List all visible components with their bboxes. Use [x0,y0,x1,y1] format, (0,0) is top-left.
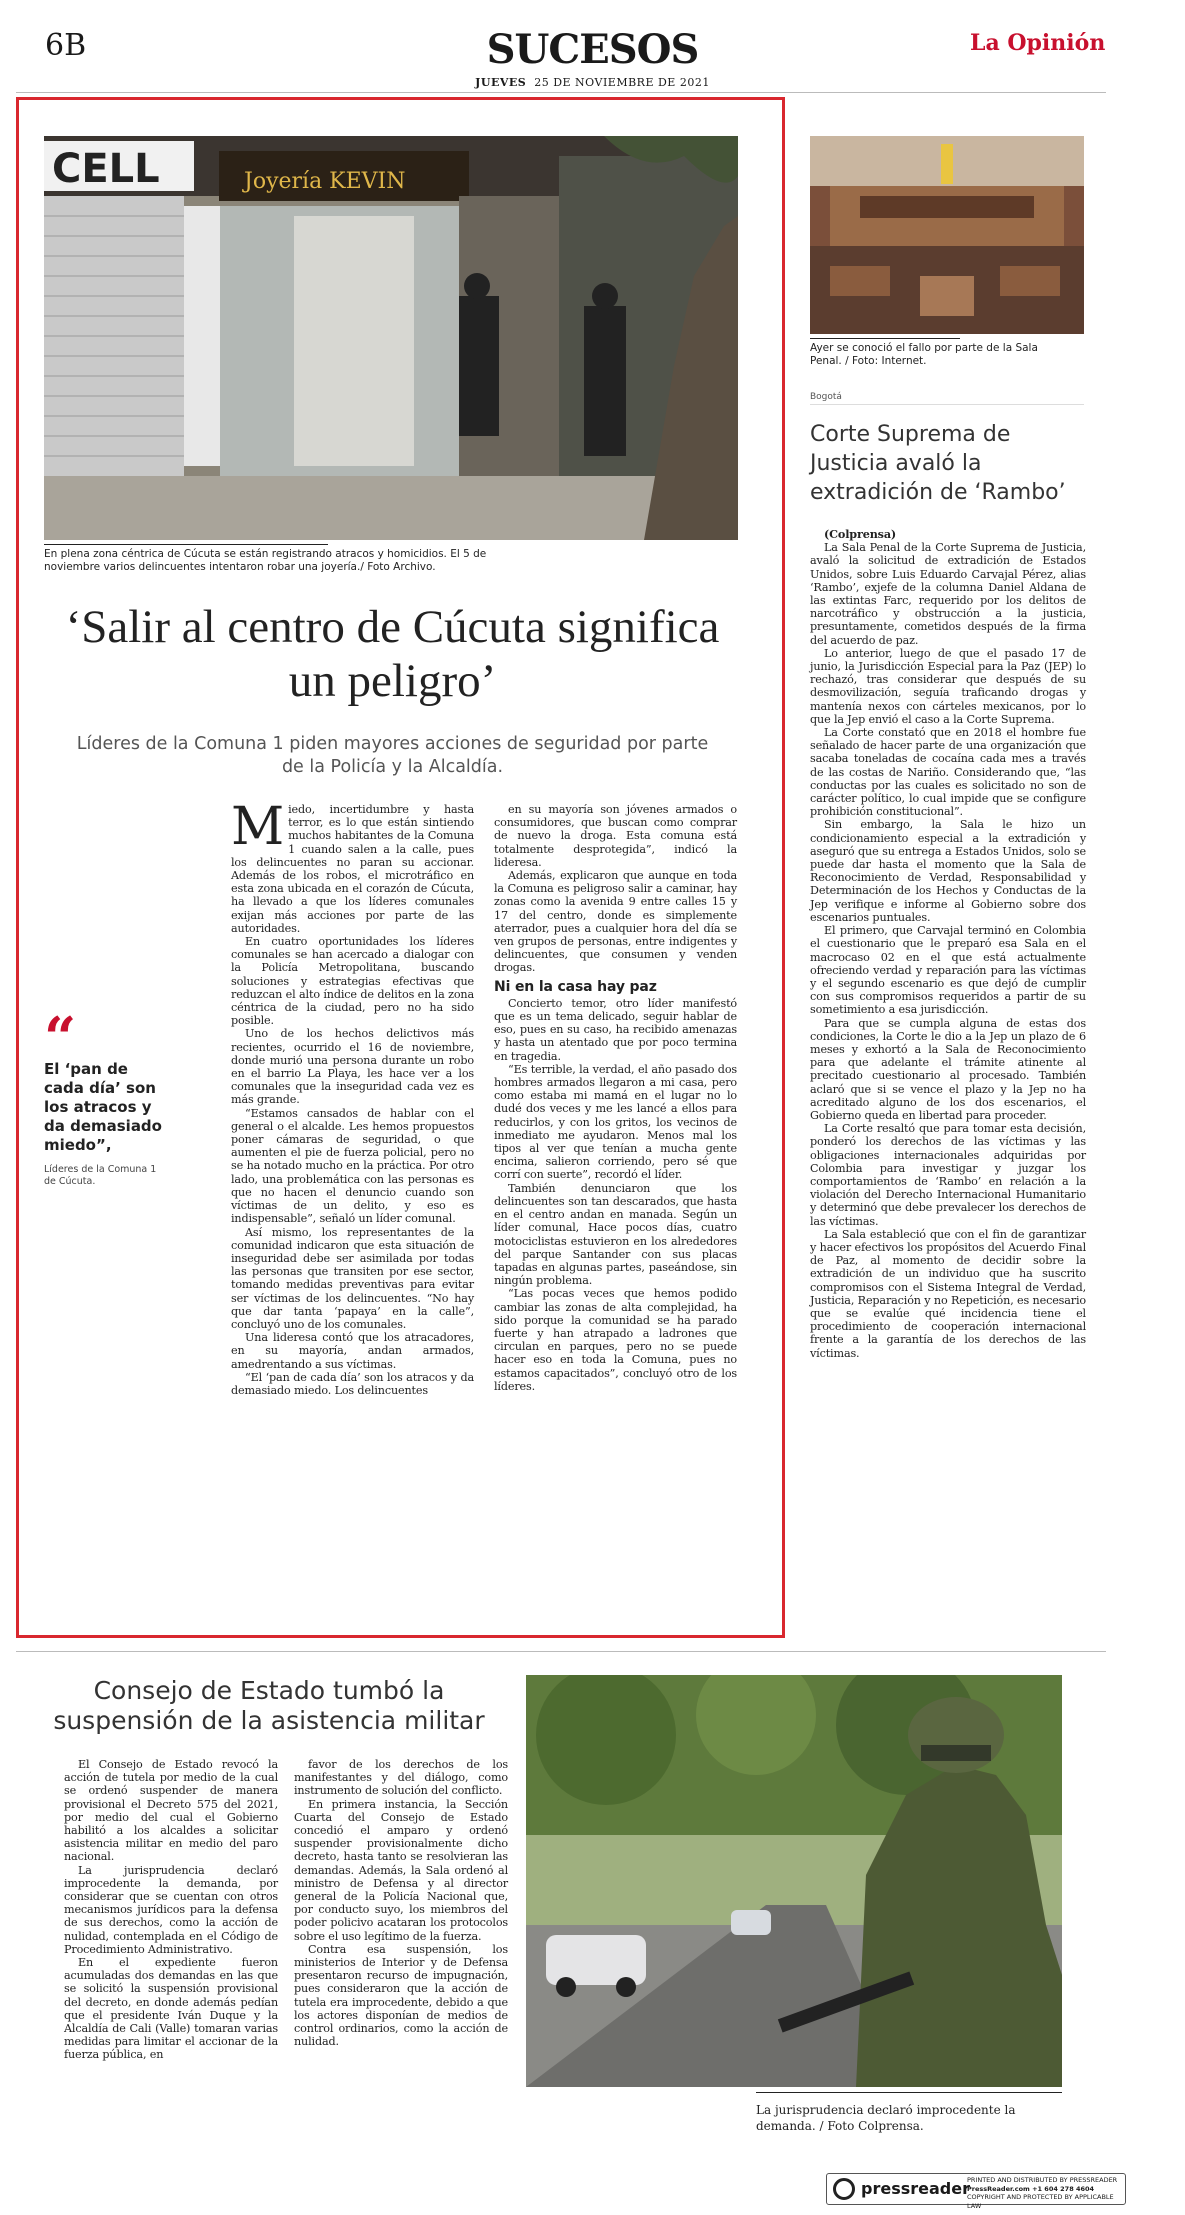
issue-date-rest: 25 DE NOVIEMBRE DE 2021 [534,76,710,89]
paragraph: En cuatro oportunidades los líderes comunales se han acercado a dialogar con la Policía Metropolitana, buscando soluciones y estrategias efectivas que reduzcan el alto índice de delitos en la zona céntrica de la ciudad, pero no ha sido posible. [231,935,474,1028]
paragraph: Una lideresa contó que los atracadores, en su mayoría, andan armados, amedrentando a sus víctimas. [231,1331,474,1371]
paragraph: “Las pocas veces que hemos podido cambiar las zonas de alta complejidad, ha sido porque la comunidad se ha parado fuerte y han atrapado a ladrones que circulan en parques, pero no se puede hacer eso en toda la Comuna, pues no estamos capacitados”, concluyó otro de los líderes. [494,1287,737,1393]
paragraph: La Corte resaltó que para tomar esta decisión, ponderó los derechos de las víctimas y las obligaciones internacionales adquiridas por Colombia para investigar y juzgar los comportamientos de ‘Rambo’ en relación a la violación del Derecho Internacional Humanitario y determinó que debe prevalecer los derechos de las víctimas. [810,1122,1086,1228]
paragraph: Contra esa suspensión, los ministerios de Interior y de Defensa presentaron recurso de impugnación, pues consideraron que la acción de tutela era improcedente, debido a que los actores disponían de medios de control ordinarios, como la acción de nulidad. [294,1942,508,2049]
pull-quote: El ‘pan de cada día’ son los atracos y da demasiado miedo”, [44,1060,162,1154]
side-photo-caption: Ayer se conoció el fallo por parte de la Sala Penal. / Foto: Internet. [810,342,1038,367]
paragraph: Concierto temor, otro líder manifestó que es un tema delicado, seguir hablar de eso, pues en su caso, ha recibido amenazas y hasta un atentado que por poco termina en tragedia. [494,996,737,1063]
section-title: SUCESOS [486,26,699,73]
pressreader-line3: COPYRIGHT AND PROTECTED BY APPLICABLE LAW [967,2193,1114,2210]
main-col2-part2 [494,997,737,1393]
side-caption-rule [810,338,960,339]
paragraph: También denunciaron que los delincuentes son tan descarados, que hasta en el centro andan en manada. Según un líder comunal, Hace pocos días, cuatro motociclistas estuvieron en los alrededores del parque Santander con sus placas tapadas en algunas partes, paseándose, sin ningún problema. [494,1181,737,1288]
svg-text:Joyería KEVIN: Joyería KEVIN [244,169,406,194]
side-body [810,528,1086,1360]
section-rule [16,1651,1106,1652]
pressreader-info [967,2176,1125,2210]
paragraph-text: iedo, incertidumbre y hasta terror, es lo que están sintiendo muchos habitantes de la Comuna 1 cuando salen a la calle, pues los delincuentes no paran su accionar. Además de los robos, el microtráfico en esta zona ubicada en el corazón de Cúcuta, ha llevado a que los líderes comunales exijan más acciones por parte de las autoridades. [231,803,474,935]
paragraph [231,797,474,935]
paragraph: La Corte constató que en 2018 el hombre fue señalado de hacer parte de una organización que sacaba toneladas de cocaína cada mes a través de las costas de Nariño. Considerando que, “las conductas por las cuales es solicitado no son de carácter político, lo cual impide que se configure prohibición constitucional”. [810,726,1086,819]
bottom-body-column-2 [294,1758,508,2048]
side-rule [810,404,1084,405]
side-location: Bogotá [810,392,842,402]
bottom-headline: Consejo de Estado tumbó la suspensión de la asistencia militar [53,1676,485,1735]
paragraph: En el expediente fueron acumuladas dos demandas en las que se solicitó la suspensión provisional del decreto, en donde además pedían que el presidente Iván Duque y la Alcaldía de Cali (Valle) tomaran varias medidas para limitar el accionar de la fuerza pública, en [64,1956,278,2062]
side-headline: Corte Suprema de Justicia avaló la extradición de ‘Rambo’ [810,422,1066,505]
caption-rule [44,544,328,545]
page-number: 6B [45,28,87,63]
paragraph: “Estamos cansados de hablar con el general o el alcalde. Les hemos propuestos poner cámaras de seguridad, o que aumenten el pie de fuerza policial, pero no se ha notado mucho en la práctica. Por otro lado, una problemática con las personas es que no hacen el denuncio cuando son víctimas de un delito, y eso es indispensable”, señaló un líder comunal. [231,1106,474,1226]
main-subhead: Ni en la casa hay paz [494,978,657,995]
paragraph: El primero, que Carvajal terminó en Colombia el cuestionario que le preparó esa Sala en el macrocaso 02 en el que está actualmente ofreciendo verdad y reparación para las víctimas y el segundo escenario es que dejó de cumplir con sus compromisos requeridos a partir de su sometimiento a esa jurisdicción. [810,924,1086,1017]
header-rule [16,92,1106,93]
jewelry-store-image [44,136,738,540]
issue-date [0,76,1185,89]
pressreader-line2: PressReader.com +1 604 278 4604 [967,2184,1095,2193]
main-deck: Líderes de la Comuna 1 piden mayores acciones de seguridad por parte de la Policía y la Alcaldía. [76,734,709,777]
bottom-body-column-1 [64,1758,278,2062]
bottom-caption-rule [756,2092,1062,2093]
paragraph: Lo anterior, luego de que el pasado 17 de junio, la Jurisdicción Especial para la Paz (JEP) lo rechazó, tras considerar que después de su desmovilización, seguía traficando drogas y mantenía nexos con cárteles mexicanos, por lo que la Jep envió el caso a la Corte Suprema. [810,646,1086,726]
paragraph: Para que se cumpla alguna de estas dos condiciones, la Corte le dio a la Jep un plazo de 6 meses y exhortó a la Sala de Reconocimiento para que adelante el trámite atinente al precitado cuestionario al procesado. También aclaró que si se vence el plazo y la Jep no ha acreditado alguno de los dos escenarios, el Gobierno queda en libertad para proceder. [810,1016,1086,1122]
side-story-photo [810,136,1084,334]
paragraph: en su mayoría son jóvenes armados o consumidores, que buscan como comprar de nuevo la droga. Esta comuna está totalmente desprotegida”, indicó la lideresa. [494,803,737,869]
main-col2-part1 [494,803,737,975]
quote-mark-icon: “ [44,1005,77,1071]
pressreader-logo-icon [833,2178,855,2200]
paragraph: “Es terrible, la verdad, el año pasado dos hombres armados llegaron a mi casa, pero como estaba mi mamá en el lugar no lo dudé dos veces y me les lancé a ellos para reducirlos, y con los gritos, los vecinos de inmediato me ayudaron. Menos mal los tipos al ver que tenían a mucha gente encima, salieron corriendo, pero sé que corrí con suerte”, recordó el líder. [494,1062,737,1182]
paragraph: El Consejo de Estado revocó la acción de tutela por medio de la cual se ordenó suspender de manera provisional el Decreto 575 del 2021, por medio del cual el Gobierno habilitó a los alcaldes a solicitar asistencia militar en medio del paro nacional. [64,1758,278,1864]
main-story-photo [44,136,738,540]
paragraph: Así mismo, los representantes de la comunidad indicaron que esta situación de inseguridad debe ser asimilada por todas las personas que transiten por ese sector, tomando medidas preventivas para evitar ser víctimas de los delincuentes. “No hay que dar tanta ‘papaya’ en la calle”, concluyó uno de los comunales. [231,1225,474,1331]
main-body-column-2 [494,803,737,1393]
newspaper-brand: La Opinión [970,30,1106,56]
paragraph: En primera instancia, la Sección Cuarta del Consejo de Estado concedió el amparo y ordenó suspender provisionalmente dicho decreto, hasta tanto se resolvieran las demandas. Además, la Sala ordenó al ministro de Defensa y al director general de la Policía Nacional que, por conducto suyo, los miembros del poder policivo acataran los protocolos sobre el uso legítimo de la fuerza. [294,1797,508,1943]
pressreader-line1: PRINTED AND DISTRIBUTED BY PRESSREADER [967,2176,1118,2184]
courtroom-image [810,136,1084,334]
pressreader-footer [826,2173,1126,2210]
pull-quote-attribution: Líderes de la Comuna 1 de Cúcuta. [44,1164,157,1187]
bottom-story-photo [526,1675,1062,2087]
main-body-column-1 [231,797,474,1397]
paragraph: La jurisprudencia declaró improcedente la demanda, por considerar que se cuentan con otros mecanismos jurídicos para la defensa de sus derechos, como la acción de nulidad, contemplada en el Código de Procedimiento Administrativo. [64,1863,278,1956]
paragraph: La Sala Penal de la Corte Suprema de Justicia, avaló la solicitud de extradición de Estados Unidos, sobre Luis Eduardo Carvajal Pérez, alias ‘Rambo’, exjefe de la columna Daniel Aldana de las extintas Farc, requerido por los delitos de narcotráfico y obstrucción a la justicia, presuntamente, cometidos después de la firma del acuerdo de paz. [810,541,1086,647]
side-paragraphs [810,541,1086,1360]
svg-text:CELL: CELL [52,146,160,192]
issue-date-day: JUEVES [475,76,527,89]
bottom-photo-caption: La jurisprudencia declaró improcedente la demanda. / Foto Colprensa. [756,2103,1016,2133]
paragraph: Sin embargo, la Sala le hizo un condicionamiento especial a la extradición y aseguró que su entrega a Estados Unidos, solo se puede dar hasta el momento que la Sala de Reconocimiento de Verdad, Responsabilidad y Determinación de los Hechos y Conductas de la Jep verifique e informe al Gobierno sobre dos escenarios puntuales. [810,818,1086,924]
paragraph: Además, explicaron que aunque en toda la Comuna es peligroso salir a caminar, hay zonas como la avenida 9 entre calles 15 y 17 del centro, donde es simplemente aterrador, pues a cualquier hora del día se ven grupos de personas, entre indigentes y delincuentes, que consumen y venden drogas. [494,869,737,975]
main-headline: ‘Salir al centro de Cúcuta significa un peligro’ [65,601,720,707]
paragraph: La Sala estableció que con el fin de garantizar y hacer efectivos los propósitos del Acuerdo Final de Paz, al momento de decidir sobre la extradición de un individuo que ha suscrito compromisos con el Sistema Integral de Verdad, Justicia, Reparación y no Repetición, es necesario que se evalúe qué incidencia tiene el procedimiento de cooperación internacional frente a la garantía de los derechos de las víctimas. [810,1227,1086,1360]
main-photo-caption: En plena zona céntrica de Cúcuta se están registrando atracos y homicidios. El 5 de noviembre varios delincuentes intentaron robar una joyería./ Foto Archivo. [44,548,487,573]
soldier-image [526,1675,1062,2087]
pressreader-logo-text: pressreader [861,2179,970,2198]
paragraph: “El ‘pan de cada día’ son los atracos y da demasiado miedo. Los delincuentes [231,1370,474,1397]
paragraph: favor de los derechos de los manifestantes y del diálogo, como instrumento de solución del conflicto. [294,1758,508,1798]
drop-cap: M [231,797,285,857]
side-agency: (Colprensa) [824,527,897,541]
paragraph: Uno de los hechos delictivos más recientes, ocurrido el 16 de noviembre, donde murió una persona durante un robo en el barrio La Playa, les hace ver a los comunales que la inseguridad cada vez es más grande. [231,1027,474,1107]
